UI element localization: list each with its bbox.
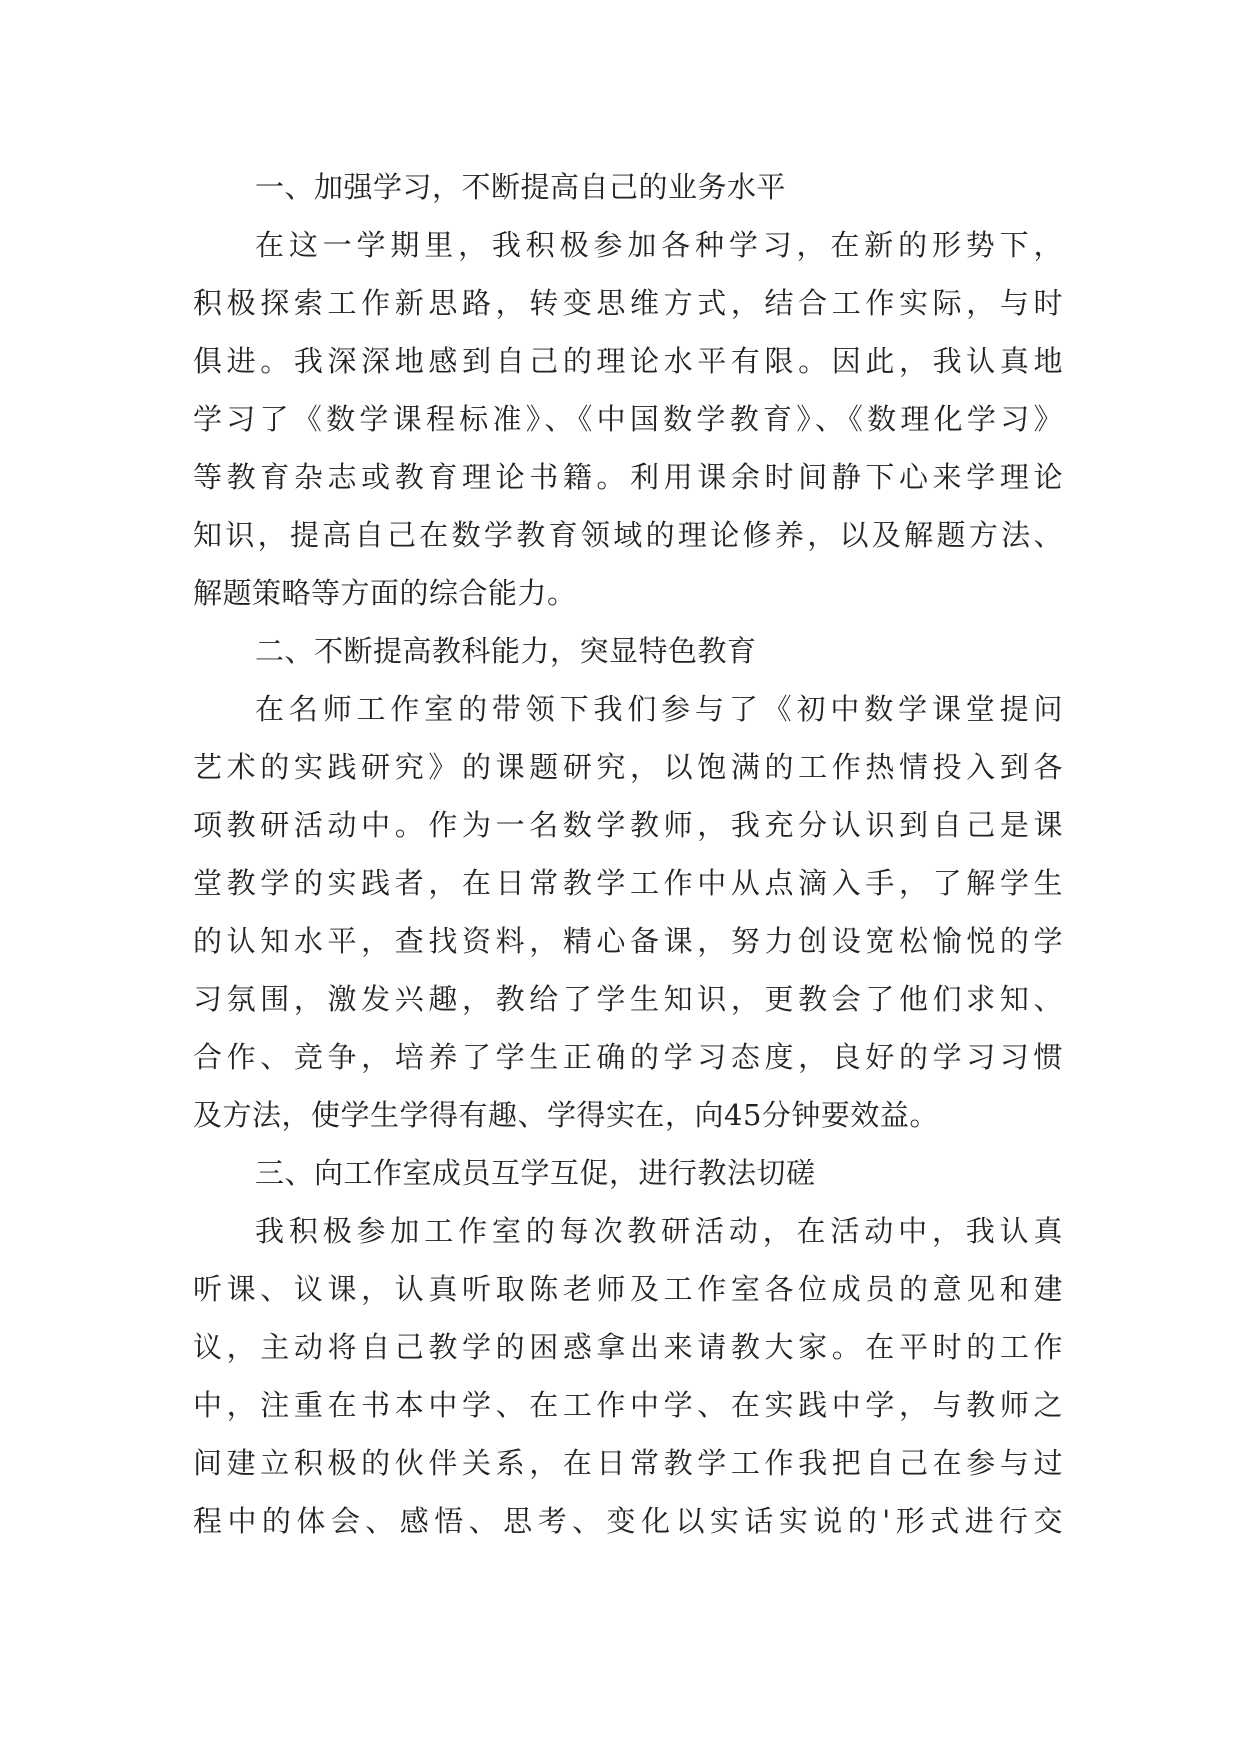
paragraph-line: 在名师工作室的带领下我们参与了《初中数学课堂提问 bbox=[255, 692, 1063, 726]
paragraph-line: 的认知水平，查找资料，精心备课，努力创设宽松愉悦的学 bbox=[193, 924, 1063, 958]
paragraph-line: 等教育杂志或教育理论书籍。利用课余时间静下心来学理论 bbox=[193, 460, 1063, 494]
paragraph-line: 我积极参加工作室的每次教研活动，在活动中，我认真 bbox=[255, 1214, 1063, 1248]
paragraph-line: 习氛围，激发兴趣，教给了学生知识，更教会了他们求知、 bbox=[193, 982, 1063, 1016]
paragraph-line: 知识，提高自己在数学教育领域的理论修养，以及解题方法、 bbox=[193, 518, 1063, 552]
paragraph-line: 间建立积极的伙伴关系，在日常教学工作我把自己在参与过 bbox=[193, 1446, 1063, 1480]
paragraph-line: 俱进。我深深地感到自己的理论水平有限。因此，我认真地 bbox=[193, 344, 1063, 378]
section-heading-1: 一、加强学习，不断提高自己的业务水平 bbox=[255, 170, 787, 204]
section-heading-3: 三、向工作室成员互学互促，进行教法切磋 bbox=[255, 1156, 816, 1190]
paragraph-line: 在这一学期里，我积极参加各种学习，在新的形势下， bbox=[255, 228, 1063, 262]
paragraph-line: 项教研活动中。作为一名数学教师，我充分认识到自己是课 bbox=[193, 808, 1063, 842]
paragraph-line: 程中的体会、感悟、思考、变化以实话实说的'形式进行交 bbox=[193, 1504, 1063, 1538]
paragraph-line: 解题策略等方面的综合能力。 bbox=[193, 576, 577, 610]
paragraph-line: 学习了《数学课程标准》、《中国数学教育》、《数理化学习》 bbox=[193, 402, 1063, 436]
paragraph-line: 堂教学的实践者，在日常教学工作中从点滴入手，了解学生 bbox=[193, 866, 1063, 900]
section-heading-2: 二、不断提高教科能力，突显特色教育 bbox=[255, 634, 757, 668]
paragraph-line: 中，注重在书本中学、在工作中学、在实践中学，与教师之 bbox=[193, 1388, 1063, 1422]
paragraph-line: 合作、竞争，培养了学生正确的学习态度，良好的学习习惯 bbox=[193, 1040, 1063, 1074]
paragraph-line: 议，主动将自己教学的困惑拿出来请教大家。在平时的工作 bbox=[193, 1330, 1063, 1364]
paragraph-line: 及方法，使学生学得有趣、学得实在，向45分钟要效益。 bbox=[193, 1098, 939, 1132]
document-body bbox=[193, 158, 1063, 1550]
paragraph-line: 艺术的实践研究》的课题研究，以饱满的工作热情投入到各 bbox=[193, 750, 1063, 784]
paragraph-line: 积极探索工作新思路，转变思维方式，结合工作实际，与时 bbox=[193, 286, 1063, 320]
paragraph-line: 听课、议课，认真听取陈老师及工作室各位成员的意见和建 bbox=[193, 1272, 1063, 1306]
